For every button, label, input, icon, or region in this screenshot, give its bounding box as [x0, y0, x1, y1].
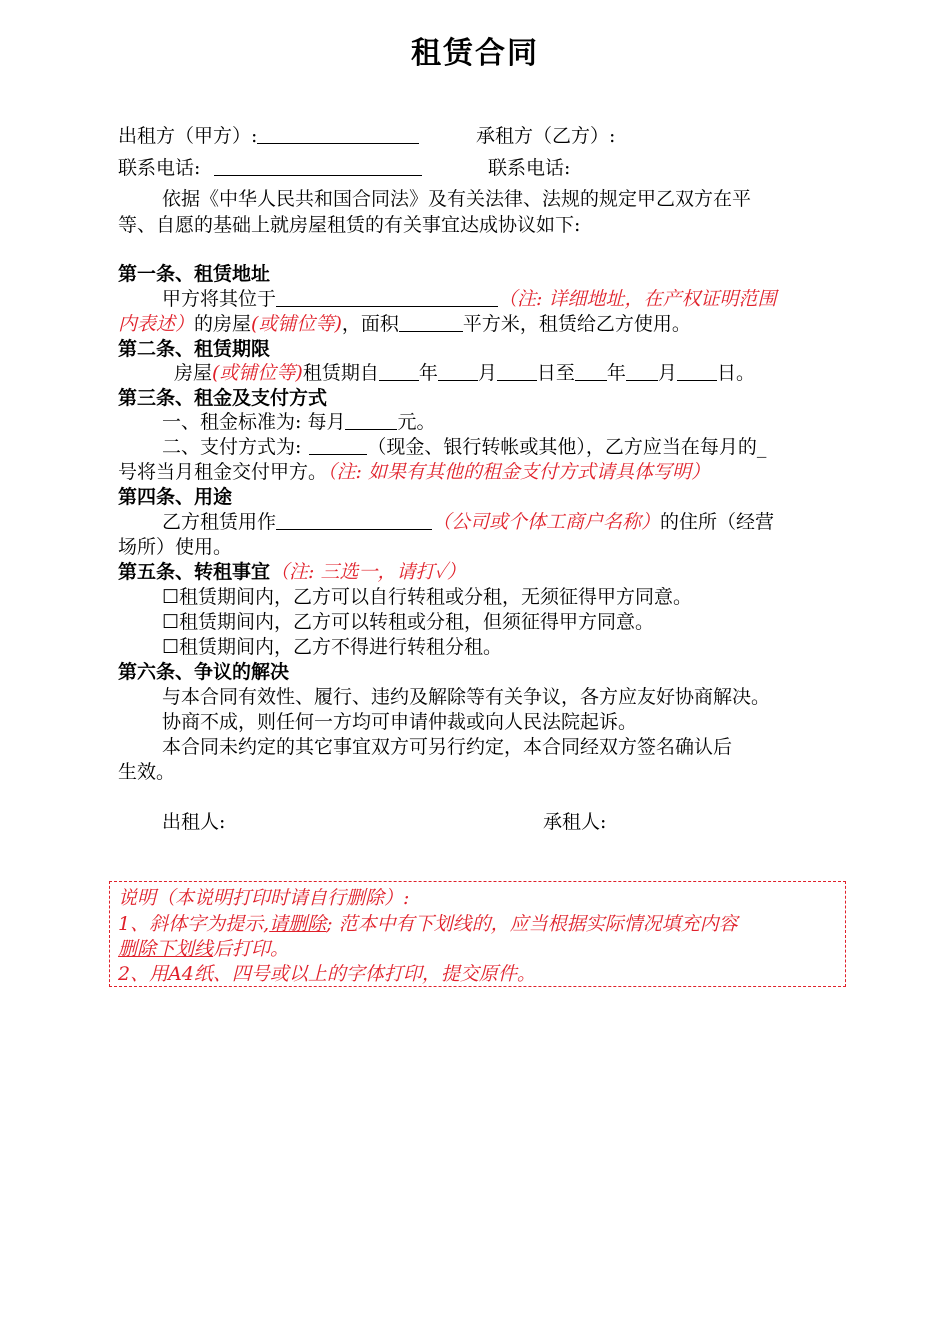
payment-method-text: 二、支付方式为:: [162, 436, 302, 458]
lessee-signature-label: 承租人:: [543, 811, 607, 833]
article-2-line-1: [174, 361, 755, 385]
article-6-line-2: 协商不成，则任何一方均可申请仲裁或向人民法院起诉。: [162, 711, 638, 733]
payment-day-text: 号将当月租金交付甲方。: [118, 461, 328, 483]
article-1-text-2: 的房屋: [194, 313, 252, 335]
address-blank[interactable]: [276, 288, 498, 307]
article-1-text-4: 平方米，租赁给乙方使用。: [462, 313, 691, 335]
sublease-option-2[interactable]: ☐租赁期间内，乙方可以转租或分租，但须征得甲方同意。: [162, 611, 655, 633]
lessee-phone-row: [488, 156, 570, 180]
article-6-line-1: 与本合同有效性、履行、违约及解除等有关争议，各方应友好协商解决。: [162, 686, 771, 708]
article-2-text-2: 租赁期自: [302, 362, 379, 384]
lessor-row: [118, 124, 419, 148]
lessor-phone-blank[interactable]: [214, 157, 422, 176]
sublease-option-1[interactable]: ☐租赁期间内，乙方可以自行转租或分租，无须征得甲方同意。: [162, 586, 693, 608]
end-month-blank[interactable]: [626, 362, 658, 381]
usage-text: 乙方租赁用作: [162, 511, 277, 533]
article-3-line-1: [162, 410, 435, 434]
premises-note: (或铺位等): [251, 313, 342, 335]
instructions-line-1: [118, 912, 738, 936]
start-month-blank[interactable]: [438, 362, 478, 381]
start-year-blank[interactable]: [379, 362, 419, 381]
instructions-delete-text: 请删除: [269, 913, 327, 935]
article-5-heading-row: [118, 560, 466, 584]
article-3-line-2: [162, 435, 766, 459]
company-name-blank[interactable]: [276, 511, 432, 530]
address-note-cont: 内表述）: [118, 313, 195, 335]
payment-method-desc: （现金、银行转帐或其他），乙方应当在每月的_: [367, 436, 767, 458]
address-note: （注: 详细地址，在产权证明范围: [498, 288, 777, 310]
start-day-blank[interactable]: [497, 362, 537, 381]
article-6-line-4: 生效。: [118, 761, 176, 783]
area-blank[interactable]: [399, 313, 463, 332]
year-label-2: 年: [606, 362, 626, 384]
instructions-line-2: [118, 937, 289, 961]
article-4-line-2: 场所）使用。: [118, 536, 233, 558]
article-3-heading: 第三条、租金及支付方式: [118, 387, 328, 409]
preamble-line-1: 依据《中华人民共和国合同法》及有关法律、法规的规定甲乙双方在平: [162, 188, 752, 210]
document-title: 租赁合同: [411, 36, 539, 71]
article-5-heading: 第五条、转租事宜: [118, 561, 271, 583]
article-1-text-3: ，面积: [341, 313, 399, 335]
month-label-2: 月: [657, 362, 677, 384]
instructions-item-1-text: 1、斜体字为提示,: [118, 913, 270, 935]
article-6-line-3: 本合同未约定的其它事宜双方可另行约定，本合同经双方签名确认后: [162, 736, 733, 758]
lessor-phone-row: [118, 156, 422, 180]
instructions-line-3: 2、用A4纸、四号或以上的字体打印，提交原件。: [118, 963, 536, 985]
day-to-label: 日至: [536, 362, 575, 384]
end-year-blank[interactable]: [575, 362, 607, 381]
article-3-line-3: [118, 460, 710, 484]
preamble-line-2: 等、自愿的基础上就房屋租赁的有关事宜达成协议如下:: [118, 214, 581, 236]
lessor-phone-label: 联系电话:: [118, 157, 201, 179]
payment-note: （注: 如果有其他的租金支付方式请具体写明）: [327, 461, 710, 483]
day-label-2: 日。: [716, 362, 755, 384]
rent-standard-text: 一、租金标准为: 每月: [162, 411, 346, 433]
month-label: 月: [477, 362, 497, 384]
lessor-signature-label: 出租人:: [162, 811, 226, 833]
article-6-heading: 第六条、争议的解决: [118, 661, 290, 683]
instructions-print-text: 后打印。: [213, 938, 290, 960]
lessor-blank[interactable]: [257, 125, 419, 144]
lessee-phone-label: 联系电话:: [488, 157, 571, 179]
article-1-text-1: 甲方将其位于: [162, 288, 277, 310]
year-label: 年: [418, 362, 438, 384]
lessor-label: 出租方（甲方）:: [118, 125, 258, 147]
article-2-heading: 第二条、租赁期限: [118, 338, 271, 360]
instructions-item-1-text-2: ; 范本中有下划线的，应当根据实际情况填充内容: [326, 913, 738, 935]
payment-method-blank[interactable]: [309, 436, 367, 455]
rent-unit-text: 元。: [397, 411, 436, 433]
article-1-line-2: [118, 312, 691, 336]
lessee-row: [476, 124, 615, 148]
usage-text-2: 的住所（经营: [660, 511, 775, 533]
article-1-line-1: [162, 287, 776, 311]
instructions-heading: 说明（本说明打印时请自行删除）:: [118, 887, 410, 909]
article-1-heading: 第一条、租赁地址: [118, 263, 271, 285]
sublease-note: （注: 三选一，请打✓）: [270, 561, 466, 583]
company-note: （公司或个体工商户名称）: [432, 511, 661, 533]
article-2-text-1: 房屋: [174, 362, 213, 384]
sublease-option-3[interactable]: ☐租赁期间内，乙方不得进行转租分租。: [162, 636, 503, 658]
premises-note-2: (或铺位等): [212, 362, 303, 384]
lessee-label: 承租方（乙方）:: [476, 125, 616, 147]
end-day-blank[interactable]: [677, 362, 717, 381]
instructions-remove-underline: 删除下划线: [118, 938, 214, 960]
article-4-line-1: [162, 510, 774, 534]
article-4-heading: 第四条、用途: [118, 486, 233, 508]
rent-amount-blank[interactable]: [345, 411, 397, 430]
